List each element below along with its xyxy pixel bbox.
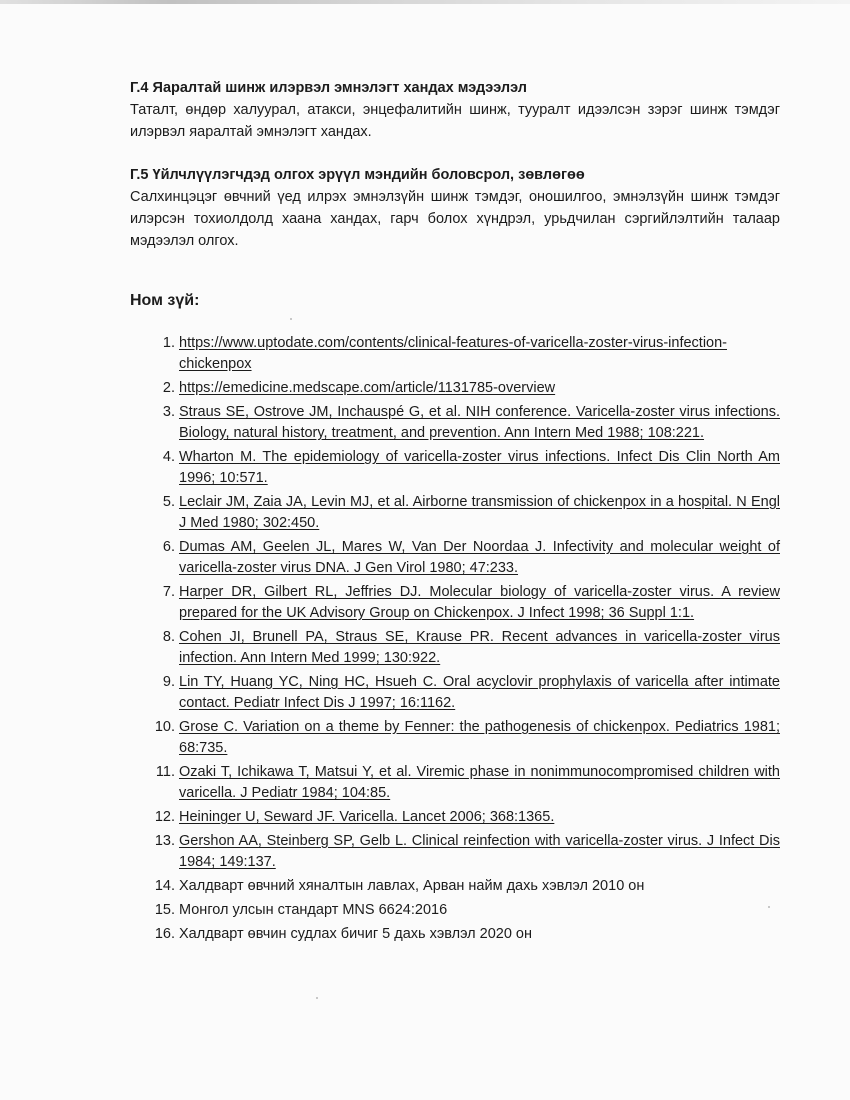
reference-citation: Harper DR, Gilbert RL, Jeffries DJ. Molecular biology of varicella-zoster virus. A review prepared for the UK Advisory Group on Chickenpox. J Infect 1998; 36 Suppl 1:1. bbox=[179, 584, 780, 621]
reference-citation: Leclair JM, Zaia JA, Levin MJ, et al. Airborne transmission of chickenpox in a hospital. N Engl J Med 1980; 302:450. bbox=[179, 494, 780, 531]
reference-item bbox=[130, 492, 780, 534]
scan-edge-shadow bbox=[0, 0, 850, 4]
reference-number: 11. bbox=[155, 764, 175, 780]
reference-item bbox=[130, 672, 780, 714]
reference-citation: Cohen JI, Brunell PA, Straus SE, Krause PR. Recent advances in varicella-zoster virus infection. Ann Intern Med 1999; 130:922. bbox=[179, 629, 780, 666]
references-list bbox=[130, 333, 780, 945]
reference-number: 10. bbox=[154, 719, 175, 735]
reference-citation: Халдварт өвчин судлах бичиг 5 дахь хэвлэл 2020 он bbox=[179, 926, 532, 942]
section-heading: Г.4 Яаралтай шинж илэрвэл эмнэлэгт хандах мэдээлэл bbox=[130, 80, 527, 96]
reference-citation: Lin TY, Huang YC, Ning HC, Hsueh C. Oral acyclovir prophylaxis of varicella after intimate contact. Pediatr Infect Dis J 1997; 16:1162. bbox=[179, 674, 780, 711]
reference-number: 9. bbox=[162, 674, 175, 690]
scan-speck bbox=[316, 997, 318, 999]
reference-citation: Dumas AM, Geelen JL, Mares W, Van Der Noordaa J. Infectivity and molecular weight of varicella-zoster virus DNA. J Gen Virol 1980; 47:233. bbox=[179, 539, 780, 576]
reference-item bbox=[130, 876, 780, 897]
reference-link[interactable]: https://emedicine.medscape.com/article/1131785-overview bbox=[179, 380, 556, 396]
scan-speck bbox=[768, 906, 770, 908]
reference-number: 12. bbox=[154, 809, 175, 825]
section-body: Салхинцэцэг өвчний үед илрэх эмнэлзүйн шинж тэмдэг, оношилгоо, эмнэлзүйн шинж тэмдэг илэрсэн тохиолдолд хаана хандах, гарч болох хүндрэл, урьдчилан сэргийлэлтийн талаар мэдээлэл олгох. bbox=[130, 189, 780, 249]
reference-item bbox=[130, 807, 780, 828]
reference-citation: Ozaki T, Ichikawa T, Matsui Y, et al. Viremic phase in nonimmunocompromised children with varicella. J Pediatr 1984; 104:85. bbox=[179, 764, 780, 801]
reference-citation: Wharton M. The epidemiology of varicella-zoster virus infections. Infect Dis Clin North Am 1996; 10:571. bbox=[179, 449, 780, 486]
reference-item bbox=[130, 333, 780, 375]
reference-item bbox=[130, 447, 780, 489]
reference-citation: Gershon AA, Steinberg SP, Gelb L. Clinical reinfection with varicella-zoster virus. J Infect Dis 1984; 149:137. bbox=[179, 833, 780, 870]
section-g4 bbox=[130, 78, 780, 143]
section-heading: Г.5 Үйлчлүүлэгчдэд олгох эрүүл мэндийн боловсрол, зөвлөгөө bbox=[130, 167, 585, 183]
reference-number: 15. bbox=[154, 902, 175, 918]
reference-number: 14. bbox=[154, 878, 175, 894]
reference-number: 1. bbox=[162, 335, 175, 351]
reference-citation: Heininger U, Seward JF. Varicella. Lancet 2006; 368:1365. bbox=[179, 809, 555, 825]
reference-item bbox=[130, 831, 780, 873]
reference-number: 6. bbox=[162, 539, 175, 555]
section-body: Таталт, өндөр халуурал, атакси, энцефалитийн шинж, тууралт идээлсэн зэрэг шинж тэмдэг илэрвэл яаралтай эмнэлэгт хандах. bbox=[130, 102, 780, 140]
reference-citation: Grose C. Variation on a theme by Fenner: the pathogenesis of chickenpox. Pediatrics 1981; 68:735. bbox=[179, 719, 780, 756]
reference-number: 4. bbox=[162, 449, 175, 465]
reference-number: 8. bbox=[162, 629, 175, 645]
reference-item bbox=[130, 627, 780, 669]
references-heading: Ном зүй: bbox=[130, 292, 200, 309]
document-page bbox=[130, 78, 780, 948]
scan-speck bbox=[290, 318, 292, 320]
reference-link[interactable]: https://www.uptodate.com/contents/clinical-features-of-varicella-zoster-virus-infection-chickenpox bbox=[179, 335, 727, 372]
reference-citation: Straus SE, Ostrove JM, Inchauspé G, et al. NIH conference. Varicella-zoster virus infections. Biology, natural history, treatment, and prevention. Ann Intern Med 1988; 108:221. bbox=[179, 404, 780, 441]
reference-citation: Монгол улсын стандарт MNS 6624:2016 bbox=[179, 902, 448, 918]
section-g5 bbox=[130, 165, 780, 252]
reference-item bbox=[130, 378, 780, 399]
reference-number: 3. bbox=[162, 404, 175, 420]
reference-item bbox=[130, 717, 780, 759]
reference-number: 16. bbox=[154, 926, 175, 942]
reference-item bbox=[130, 537, 780, 579]
reference-item bbox=[130, 900, 780, 921]
reference-item bbox=[130, 762, 780, 804]
reference-number: 13. bbox=[154, 833, 175, 849]
reference-item bbox=[130, 582, 780, 624]
reference-item bbox=[130, 402, 780, 444]
reference-citation: Халдварт өвчний хяналтын лавлах, Арван найм дахь хэвлэл 2010 он bbox=[179, 878, 645, 894]
reference-number: 5. bbox=[162, 494, 175, 510]
reference-number: 7. bbox=[162, 584, 175, 600]
reference-item bbox=[130, 924, 780, 945]
reference-number: 2. bbox=[162, 380, 175, 396]
